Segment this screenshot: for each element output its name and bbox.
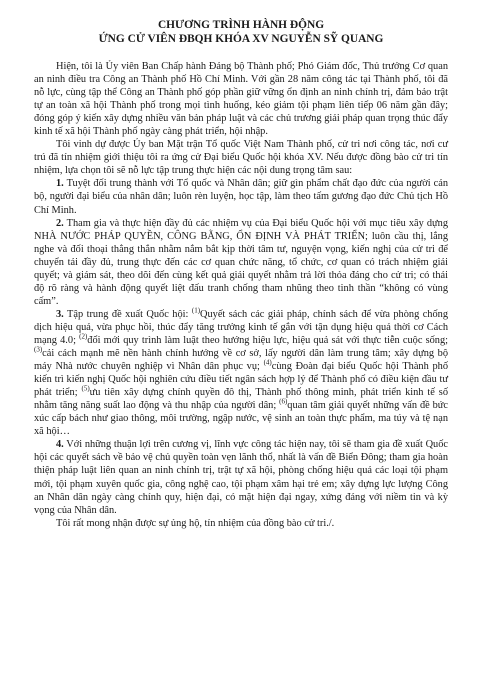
document-title-line-1: CHƯƠNG TRÌNH HÀNH ĐỘNG bbox=[157, 19, 325, 31]
footnote-marker-3: (3) bbox=[34, 345, 43, 354]
proposal-3-text: cải cách mạnh mẽ nền hành chính hướng về cơ sở, lấy người dân làm trung tâm; xây dựng bộ máy Nhà nước chuyên nghiệp vì Nhân dân phục vụ; bbox=[34, 348, 448, 373]
document-title-line-2: ỨNG CỬ VIÊN ĐBQH KHÓA XV NGUYỄN SỸ QUANG bbox=[98, 33, 384, 45]
commitment-4-text: Với những thuận lợi trên cương vị, lĩnh vực công tác hiện nay, tôi sẽ tham gia đề xuất Quốc hội các quyết sách về bảo vệ chủ quyền toàn vẹn lãnh thổ, nhất là vấn đề Biển Đông; tham gia hoàn thiện pháp luật liên quan an ninh chính trị, trật tự xã hội, phòng chống hiệu quả các loại tội phạm mới, tội phạm xuyên quốc gia, công nghệ cao, tội phạm xâm hại trẻ em; xây dựng lực lượng Công an Nhân dân ngày càng chính quy, hiện đại, có mặt hiện đại ngay, xứng đáng với niềm tin và kỳ vọng của Nhân dân. bbox=[34, 439, 448, 516]
commitment-1-paragraph bbox=[34, 177, 448, 216]
proposal-5-text: ưu tiên xây dựng chính quyền đô thị, Thành phố thông minh, phát triển kinh tế số nhằm tăng năng suất lao động và thu nhập của người dân; bbox=[34, 387, 448, 412]
item-number-2: 2. bbox=[56, 217, 64, 229]
item-number-4: 4. bbox=[56, 439, 64, 451]
item-number-3: 3. bbox=[56, 308, 64, 320]
footnote-marker-5: (5) bbox=[81, 384, 90, 393]
proposal-1-text: Quyết sách các giải pháp, chính sách để vừa phòng chống dịch hiệu quả, vừa phục hồi, thúc đẩy tăng trưởng kinh tế gắn với tận dụng hiệu quả thời cơ Cách mạng 4.0; bbox=[34, 308, 448, 346]
intro-paragraph: Hiện, tôi là Ủy viên Ban Chấp hành Đảng bộ Thành phố; Phó Giám đốc, Thủ trưởng Cơ quan an ninh điều tra Công an Thành phố Hồ Chí Minh. Với gần 28 năm công tác tại Thành phố, tôi đã nỗ lực, cùng tập thể Công an Thành phố góp phần giữ vững ổn định an ninh chính trị, đảm bảo trật tự an toàn xã hội Thành phố trong mọi tình huống, kéo giảm tội phạm liên tiếp 06 năm gần đây; đóng góp ý kiến xây dựng nhiều văn bản pháp luật và các chủ trương giải pháp quan trọng thúc đẩy kinh tế xã hội Thành phố ngày càng phát triển, hội nhập. bbox=[34, 61, 448, 138]
nomination-paragraph: Tôi vinh dự được Ủy ban Mặt trận Tổ quốc Việt Nam Thành phố, cử tri nơi công tác, nơi cư trú đã tín nhiệm giới thiệu tôi ra ứng cử Đại biểu Quốc hội khóa XV. Nếu được đồng bào cử tri tín nhiệm, lựa chọn tôi sẽ nỗ lực tập trung thực hiện các nội dung trọng tâm sau: bbox=[34, 139, 448, 177]
proposal-4-text: cùng Đoàn đại biểu Quốc hội Thành phố kiến trì kiến nghị Quốc hội nghiên cứu điều tiết ngân sách hợp lý để Thành phố có điều kiện đầu tư phát triển; bbox=[34, 361, 448, 399]
closing-paragraph: Tôi rất mong nhận được sự ủng hộ, tín nhiệm của đồng bào cử tri./. bbox=[56, 517, 335, 529]
document-body bbox=[34, 60, 448, 530]
commitment-3-paragraph bbox=[34, 308, 448, 438]
proposal-6-text: quan tâm giải quyết những vấn đề bức xúc cấp bách như giao thông, môi trường, ngập nước, vệ sinh an toàn thực phẩm, ma túy và tệ nạn xã hội… bbox=[34, 400, 448, 438]
footnote-marker-1: (1) bbox=[191, 306, 201, 315]
commitment-1-text: Tuyệt đối trung thành với Tổ quốc và Nhân dân; giữ gìn phẩm chất đạo đức của người cán bộ, người đại biểu của nhân dân; luôn rèn luyện, học tập, làm theo tấm gương đạo đức Chủ tịch Hồ Chí Minh. bbox=[34, 178, 448, 216]
commitment-2-text: Tham gia và thực hiện đầy đủ các nhiệm vụ của Đại biểu Quốc hội với mục tiêu xây dựng NHÀ NƯỚC PHÁP QUYỀN, CÔNG BẰNG, ỔN ĐỊNH VÀ PHÁT TRIỂN; luôn cầu thị, lắng nghe và đối thoại thẳng thắn nhằm nắm bắt kịp thời tâm tư, nguyện vọng, kiến nghị của cử tri để chuyển tải đầy đủ, trung thực đến các cơ quan chức năng, tổ chức, cơ quan có trách nhiệm giải quyết; và giám sát, theo dõi đến cùng kết quả giải quyết nhằm trả lời thỏa đáng cho cử tri; có thái độ rõ ràng và hành động quyết liệt đấu tranh chống tham nhũng theo tinh thần “không có vùng cấm”. bbox=[34, 217, 448, 307]
commitment-4-paragraph bbox=[34, 438, 448, 516]
footnote-marker-6: (6) bbox=[279, 397, 288, 406]
footnote-marker-2: (2) bbox=[79, 332, 88, 341]
item-number-1: 1. bbox=[56, 178, 64, 190]
commitment-2-paragraph bbox=[34, 217, 448, 308]
footnote-marker-4: (4) bbox=[263, 358, 272, 367]
commitment-3-intro: Tập trung đề xuất Quốc hội: bbox=[63, 308, 192, 320]
proposal-2-text: đổi mới quy trình làm luật theo hướng hiệu lực, hiệu quả sát với thực tiễn cuộc sống; bbox=[87, 334, 448, 346]
